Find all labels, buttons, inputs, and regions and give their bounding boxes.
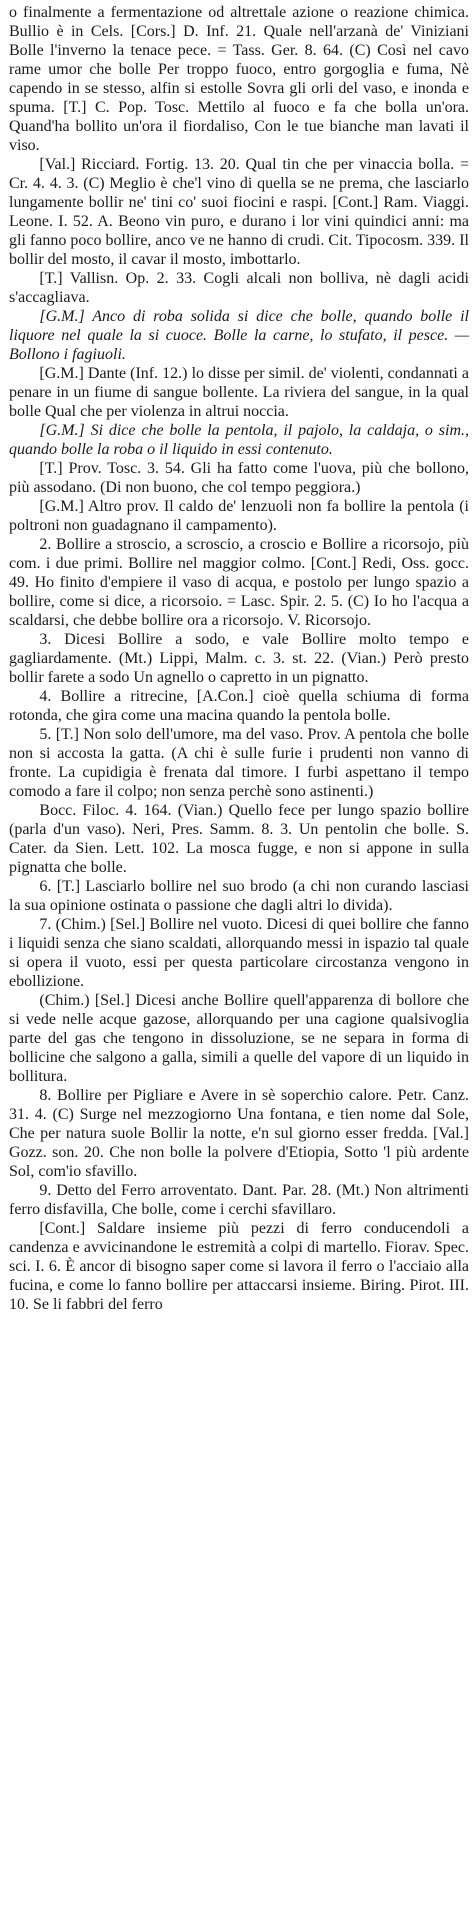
paragraph-proverb [9,459,469,497]
paragraph-text: [T.] Vallisn. Op. 2. 33. Cogli alcali non bolliva, nè dagli acidi s'accagliava. [9,270,469,306]
paragraph-proverb [9,497,469,535]
paragraph-text: (Chim.) [Sel.] Dicesi anche Bollire quell'apparenza di bollore che si vede nelle acque gazose, allorquando per una cagione qualsivoglia parte del gas che tengono in dissoluzione, se ne separa in forma di bollicine che salgono a galla, simili a quelle del vapore di un liquido in bollitura. [9,992,469,1085]
paragraph-text: [Val.] Ricciard. Fortig. 13. 20. Qual tin che per vinaccia bolla. = Cr. 4. 4. 3. (C) Meglio è che'l vino di quella se ne prema, che lasciarlo lungamente bollir ne' tini co' suoi fiocini e raspi. [Cont.] Ram. Viaggi. Leone. I. 52. A. Beono vin puro, e durano i lor vini quindici anni: ma gli fanno poco bollire, anco ve ne hanno di crudi. Cit. Tipocosm. 339. Il bollir del mosto, il cavar il mosto, imbottarlo. [9,156,469,268]
paragraph-text: [T.] Prov. Tosc. 3. 54. Gli ha fatto come l'uova, più che bollono, più assodano. (Di non buono, che col tempo peggiora.) [9,460,469,496]
paragraph-text: 3. Dicesi Bollire a sodo, e vale Bollire molto tempo e gagliardamente. (Mt.) Lippi, Malm. c. 3. st. 22. (Vian.) Però presto bollir farete a sodo Un agnello o capretto in un pignatto. [9,631,469,686]
paragraph-text: 6. [T.] Lasciarlo bollire nel suo brodo (a chi non curando lasciasi la sua opinione ostinata o passione che dagli altri lo divida). [9,878,469,914]
paragraph-continuation [9,3,469,155]
paragraph-text: [G.M.] Anco di roba solida si dice che bolle, quando bolle il liquore nel quale la si cuoce. Bolle la carne, lo stufato, il pesce. — Bollono i fagiuoli. [9,308,469,363]
paragraph-note [9,991,469,1086]
paragraph-text: 4. Bollire a ritrecine, [A.Con.] cioè quella schiuma di forma rotonda, che gira come una macina quando la pentola bolle. [9,688,469,724]
paragraph-text: [G.M.] Altro prov. Il caldo de' lenzuoli non fa bollire la pentola (i poltroni non guadagnano il campamento). [9,498,469,534]
paragraph-note [9,364,469,421]
sense-entry-9 [9,1181,469,1219]
paragraph-text: Bocc. Filoc. 4. 164. (Vian.) Quello fece per lungo spazio bollire (parla d'un vaso). Neri, Pres. Samm. 8. 3. Un pentolin che bolle. S. Cater. da Sien. Lett. 102. La mosca fugge, e non si appone in sulla pignatta che bolle. [9,802,469,876]
sense-entry-8 [9,1086,469,1181]
paragraph-text: 9. Detto del Ferro arroventato. Dant. Par. 28. (Mt.) Non altrimenti ferro disfavilla, Che bolle, come i cerchi sfavillaro. [9,1182,469,1218]
paragraph-note [9,307,469,364]
paragraph-text: 5. [T.] Non solo dell'umore, ma del vaso. Prov. A pentola che bolle non si accosta la gatta. (A chi è sulle furie i prudenti non vanno di fronte. La cupidigia è frenata dal timore. I furbi aspettano il tempo comodo a fare il colpo; non senza perchè sono astinenti.) [9,726,469,800]
paragraph-text: [G.M.] Si dice che bolle la pentola, il pajolo, la caldaja, o sim., quando bolle la roba o il liquido in essi contenuto. [9,422,469,458]
sense-entry-5 [9,725,469,801]
sense-entry-6 [9,877,469,915]
paragraph-text: [Cont.] Saldare insieme più pezzi di ferro conducendoli a candenza e avvicinandone le estremità a colpi di martello. Fiorav. Spec. sci. I. 6. È ancor di bisogno saper come si lavora il ferro o l'acciaio alla fucina, e come lo fanno bollire per attaccarsi insieme. Biring. Pirot. III. 10. Se li fabbri del ferro [9,1220,469,1313]
sense-entry-4 [9,687,469,725]
sense-entry-7 [9,915,469,991]
paragraph-citation [9,1219,469,1314]
paragraph-text: 8. Bollire per Pigliare e Avere in sè soperchio calore. Petr. Canz. 31. 4. (C) Surge nel mezzogiorno Una fontana, e tien nome dal Sole, Che per natura suole Bollir la notte, e'n sul giorno esser fredda. [Val.] Gozz. son. 20. Che non bolle la polvere d'Etiopia, Sotto 'l più ardente Sol, com'io sfavillo. [9,1087,469,1180]
paragraph-citation [9,155,469,269]
sense-entry-3 [9,630,469,687]
sense-entry-2 [9,535,469,630]
paragraph-text: [G.M.] Dante (Inf. 12.) lo disse per simil. de' violenti, condannati a penare in un fiume di sangue bollente. La riviera del sangue, in la qual bolle Qual che per violenza in altrui noccia. [9,365,469,420]
paragraph-text: o finalmente a fermentazione od altrettale azione o reazione chimica. Bullio è in Cels. [Cors.] D. Inf. 21. Quale nell'arzanà de' Viniziani Bolle l'inverno la tenace pece. = Tass. Ger. 8. 64. (C) Così nel cavo rame umor che bolle Per troppo fuoco, entro gorgoglia e fuma, Nè capendo in se stesso, alfin si estolle Sovra gli orli del vaso, e inonda e spuma. [T.] C. Pop. Tosc. Mettilo al fuoco e fa che bolla un'ora. Quand'ha bollito un'ora il fiordaliso, Con le tue bianche man lavati il viso. [9,4,469,154]
paragraph-citation [9,269,469,307]
paragraph-text: 2. Bollire a stroscio, a scroscio, a croscio e Bollire a ricorsojo, più com. i due primi. Bollire nel maggior colmo. [Cont.] Redi, Oss. gocc. 49. Ho finito d'empiere il vaso di acqua, e postolo per lungo spazio a bollire, come si dice, a ricorsoio. = Lasc. Spir. 2. 5. (C) Io ho l'acqua a scaldarsi, che debbe bollire ora a ricorsojo. V. Ricorsojo. [9,536,469,629]
paragraph-citation [9,801,469,877]
paragraph-text: 7. (Chim.) [Sel.] Bollire nel vuoto. Dicesi di quei bollire che fanno i liquidi senza che siano scaldati, allorquando messi in ispazio tal quale si opera il vuoto, essi per questa particolare circostanza vengono in ebollizione. [9,916,469,990]
paragraph-note [9,421,469,459]
